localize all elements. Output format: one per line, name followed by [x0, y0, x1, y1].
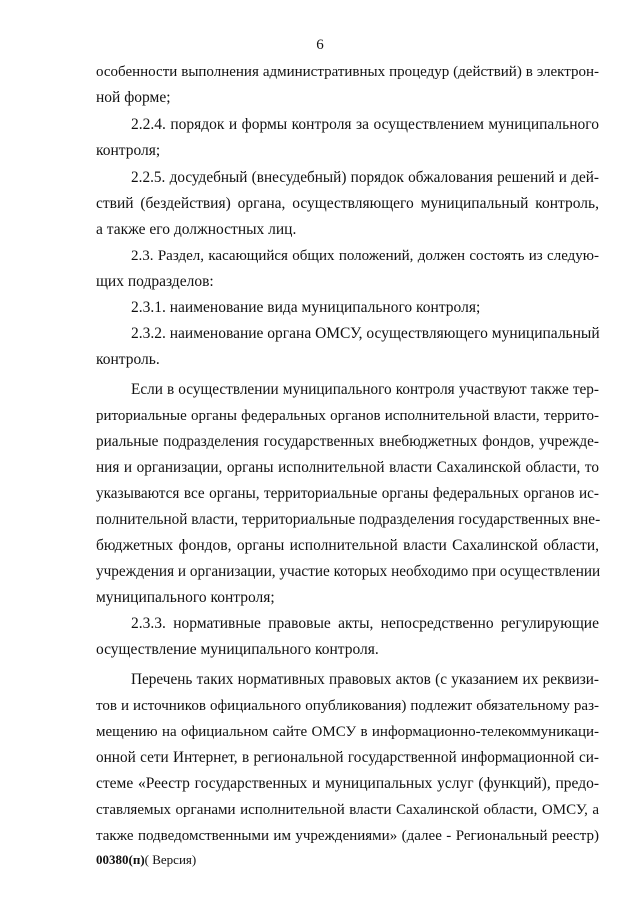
text-line: полнительной власти, территориальные подразделения государственных вне- — [96, 511, 601, 528]
text-line: Перечень таких нормативных правовых актов (с указанием их реквизи- — [131, 671, 599, 688]
text-line: 2.3.2. наименование органа ОМСУ, осуществляющего муниципальный — [131, 325, 600, 342]
text-line: указываются все органы, территориальные органы федеральных органов ис- — [96, 485, 599, 502]
text-line: Если в осуществлении муниципального контроля участвуют также тер- — [131, 381, 599, 398]
text-line: риальные подразделения государственных внебюджетных фондов, учрежде- — [96, 433, 599, 450]
text-line: бюджетных фондов, органы исполнительной власти Сахалинской области, — [96, 537, 599, 554]
text-line: осуществление муниципального контроля. — [96, 641, 379, 658]
document-footer — [96, 852, 196, 868]
text-line: 2.2.4. порядок и формы контроля за осуществлением муниципального — [131, 116, 599, 133]
text-line: щих подразделов: — [96, 273, 214, 290]
text-line: ствий (бездействия) органа, осуществляющего муниципальный контроль, — [96, 195, 599, 212]
text-line: онной сети Интернет, в региональной государственной информационной си- — [96, 749, 599, 766]
text-line: 2.3. Раздел, касающийся общих положений, должен состоять из следую- — [131, 248, 599, 264]
text-line: а также его должностных лиц. — [96, 221, 297, 238]
text-line: контроля; — [96, 142, 161, 159]
text-line: стеме «Реестр государственных и муниципальных услуг (функций), предо- — [96, 775, 599, 792]
text-line: тов и источников официального опубликования) подлежит обязательному раз- — [96, 698, 599, 714]
text-line: мещению на официальном сайте ОМСУ в информационно-телекоммуникаци- — [96, 724, 599, 740]
page-number: 6 — [316, 37, 324, 53]
text-line: 2.3.3. нормативные правовые акты, непосредственно регулирующие — [131, 615, 599, 632]
text-line: ной форме; — [96, 89, 171, 106]
text-line: ния и организации, органы исполнительной власти Сахалинской области, то — [96, 459, 599, 476]
text-line: муниципального контроля; — [96, 589, 275, 606]
text-line: ставляемых органами исполнительной власти Сахалинской области, ОМСУ, а — [96, 802, 599, 818]
version-label: ( Версия) — [144, 852, 197, 867]
text-line: контроль. — [96, 351, 160, 368]
text-line: 2.2.5. досудебный (внесудебный) порядок обжалования решений и дей- — [131, 169, 599, 186]
document-code: 00380(п) — [96, 852, 145, 867]
text-line: риториальные органы федеральных органов исполнительной власти, террито- — [96, 408, 599, 424]
text-line: особенности выполнения административных процедур (действий) в электрон- — [96, 64, 599, 80]
text-line: учреждения и организации, участие которых необходимо при осуществлении — [96, 563, 601, 580]
text-line: также подведомственными им учреждениями» (далее - Региональный реестр) — [96, 828, 599, 844]
text-line: 2.3.1. наименование вида муниципального контроля; — [131, 299, 481, 316]
